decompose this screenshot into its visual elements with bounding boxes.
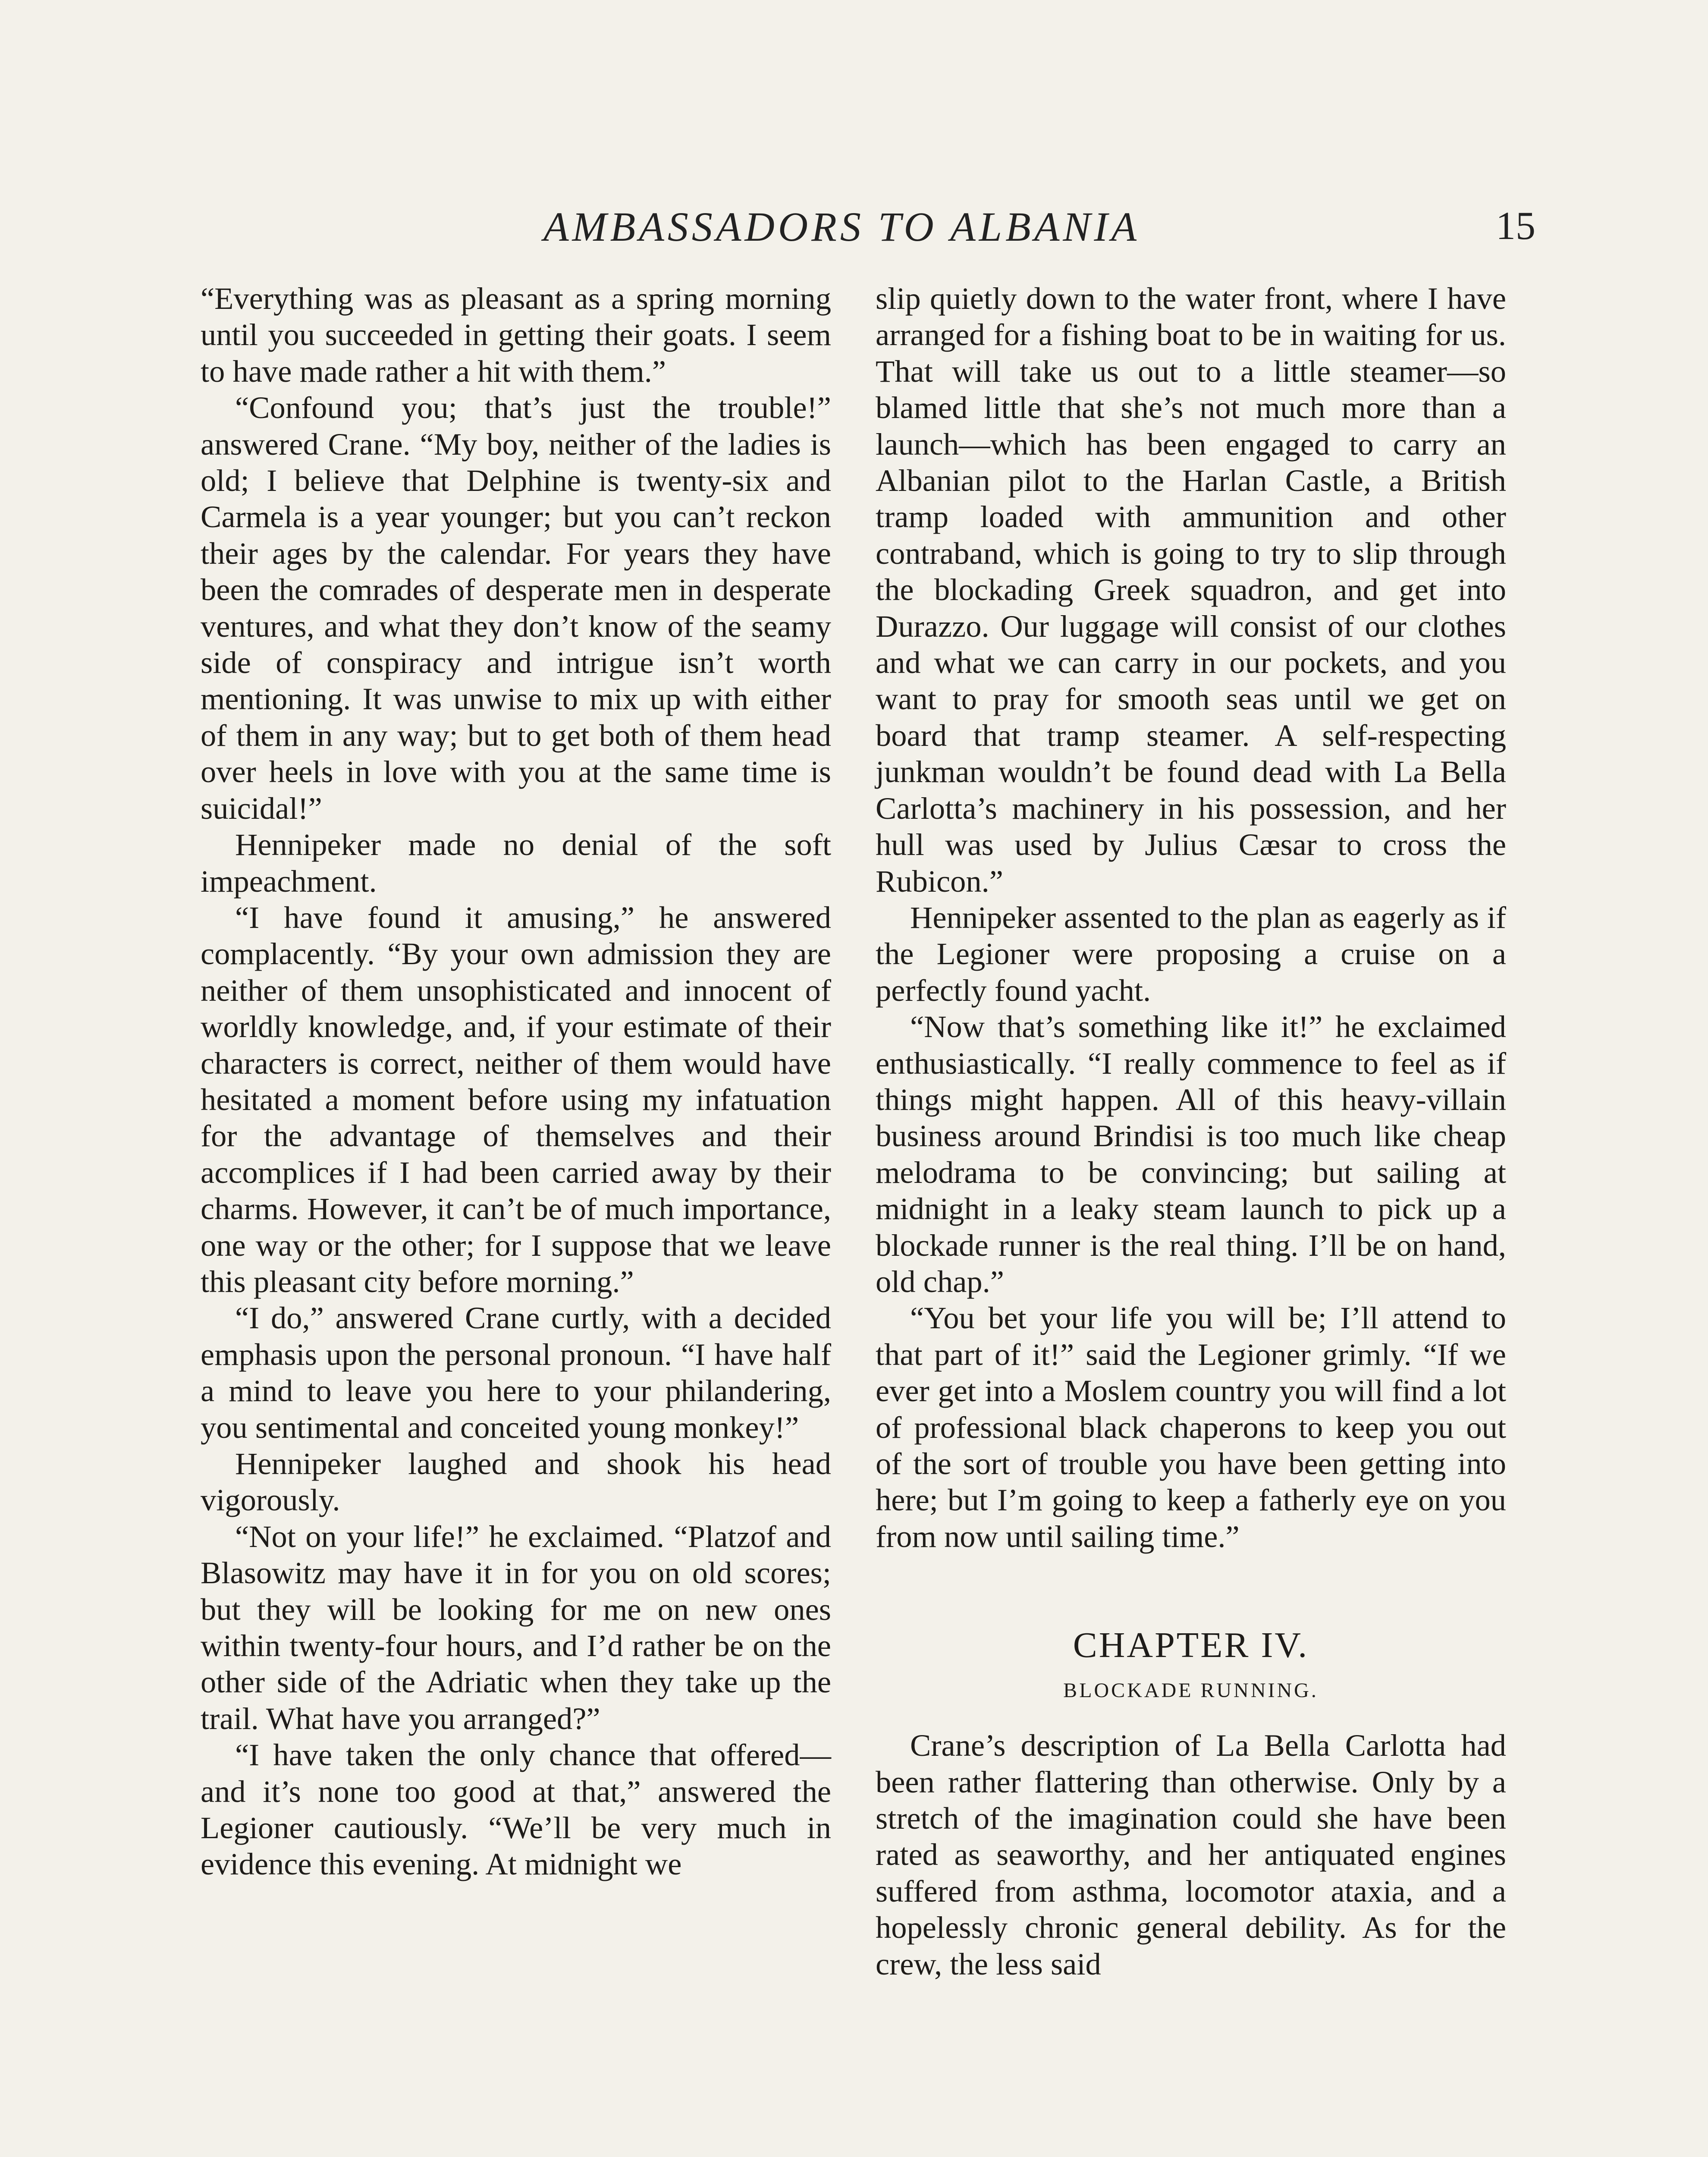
paragraph: Hennipeker made no denial of the soft impeachment. xyxy=(201,827,831,899)
paragraph: Hennipeker laughed and shook his head vigorously. xyxy=(201,1446,831,1518)
left-column xyxy=(201,280,831,1883)
running-title: AMBASSADORS TO ALBANIA xyxy=(543,204,1140,250)
paragraph: “You bet your life you will be; I’ll attend to that part of it!” said the Legioner grimly. “If we ever get into a Moslem country you will find a lot of professional black chaperons to keep you out of the sort of trouble you have been getting into here; but I’m going to keep a fatherly eye on you from now until sailing time.” xyxy=(876,1300,1506,1554)
paragraph: “I do,” answered Crane curtly, with a decided emphasis upon the personal pronoun. “I have half a mind to leave you here to your philandering, you sentimental and conceited young monkey!” xyxy=(201,1300,831,1445)
page-number: 15 xyxy=(1496,204,1535,248)
paragraph: “I have found it amusing,” he answered complacently. “By your own admission they are neither of them unsophisticated and innocent of worldly knowledge, and, if your estimate of their characters is correct, neither of them would have hesitated a moment before using my infatuation for the advantage of themselves and their accomplices if I had been carried away by their charms. However, it can’t be of much importance, one way or the other; for I suppose that we leave this pleasant city before morning.” xyxy=(201,899,831,1299)
paragraph: Crane’s description of La Bella Carlotta had been rather flattering than otherwise. Only by a stretch of the imagination could she have been rated as seaworthy, and her antiquated engines suffered from asthma, locomotor ataxia, and a hopelessly chronic general debility. As for the crew, the less said xyxy=(876,1728,1506,1981)
right-column xyxy=(876,280,1506,1982)
chapter-heading xyxy=(876,1619,1506,1710)
paragraph: “I have taken the only chance that offered—and it’s none too good at that,” answered the Legioner cautiously. “We’ll be very much in evidence this evening. At midnight we xyxy=(201,1737,831,1882)
page-header xyxy=(0,203,1708,255)
chapter-title: CHAPTER IV. xyxy=(1073,1625,1309,1666)
paragraph: “Confound you; that’s just the trouble!” answered Crane. “My boy, neither of the ladies is old; I believe that Delphine is twenty-six and Carmela is a year younger; but you can’t reckon their ages by the calendar. For years they have been the comrades of desperate men in desperate ventures, and what they don’t know of the seamy side of conspiracy and intrigue isn’t worth mentioning. It was unwise to mix up with either of them in any way; but to get both of them head over heels in love with you at the same time is suicidal!” xyxy=(201,390,831,826)
paragraph: Hennipeker assented to the plan as eagerly as if the Legioner were proposing a cruise on a perfectly found yacht. xyxy=(876,899,1506,1008)
paragraph: “Now that’s something like it!” he exclaimed enthusiastically. “I really commence to feel as if things might happen. All of this heavy-villain business around Brindisi is too much like cheap melodrama to be convincing; but sailing at midnight in a leaky steam launch to pick up a blockade runner is the real thing. I’ll be on hand, old chap.” xyxy=(876,1009,1506,1299)
paragraph: “Not on your life!” he exclaimed. “Platzof and Blasowitz may have it in for you on old scores; but they will be looking for me on new ones within twenty-four hours, and I’d rather be on the other side of the Adriatic when they take up the trail. What have you arranged?” xyxy=(201,1519,831,1736)
paragraph: slip quietly down to the water front, where I have arranged for a fishing boat to be in waiting for us. That will take us out to a little steamer—so blamed little that she’s not much more than a launch—which has been engaged to carry an Albanian pilot to the Harlan Castle, a British tramp loaded with ammunition and other contraband, which is going to try to slip through the blockading Greek squadron, and get into Durazzo. Our luggage will consist of our clothes and what we can carry in our pockets, and you want to pray for smooth seas until we get on board that tramp steamer. A self-respecting junkman wouldn’t be found dead with La Bella Carlotta’s machinery in his possession, and her hull was used by Julius Cæsar to cross the Rubicon.” xyxy=(876,281,1506,899)
paragraph: “Everything was as pleasant as a spring morning until you succeeded in getting their goats. I seem to have made rather a hit with them.” xyxy=(201,281,831,389)
chapter-subtitle: BLOCKADE RUNNING. xyxy=(1063,1679,1319,1702)
